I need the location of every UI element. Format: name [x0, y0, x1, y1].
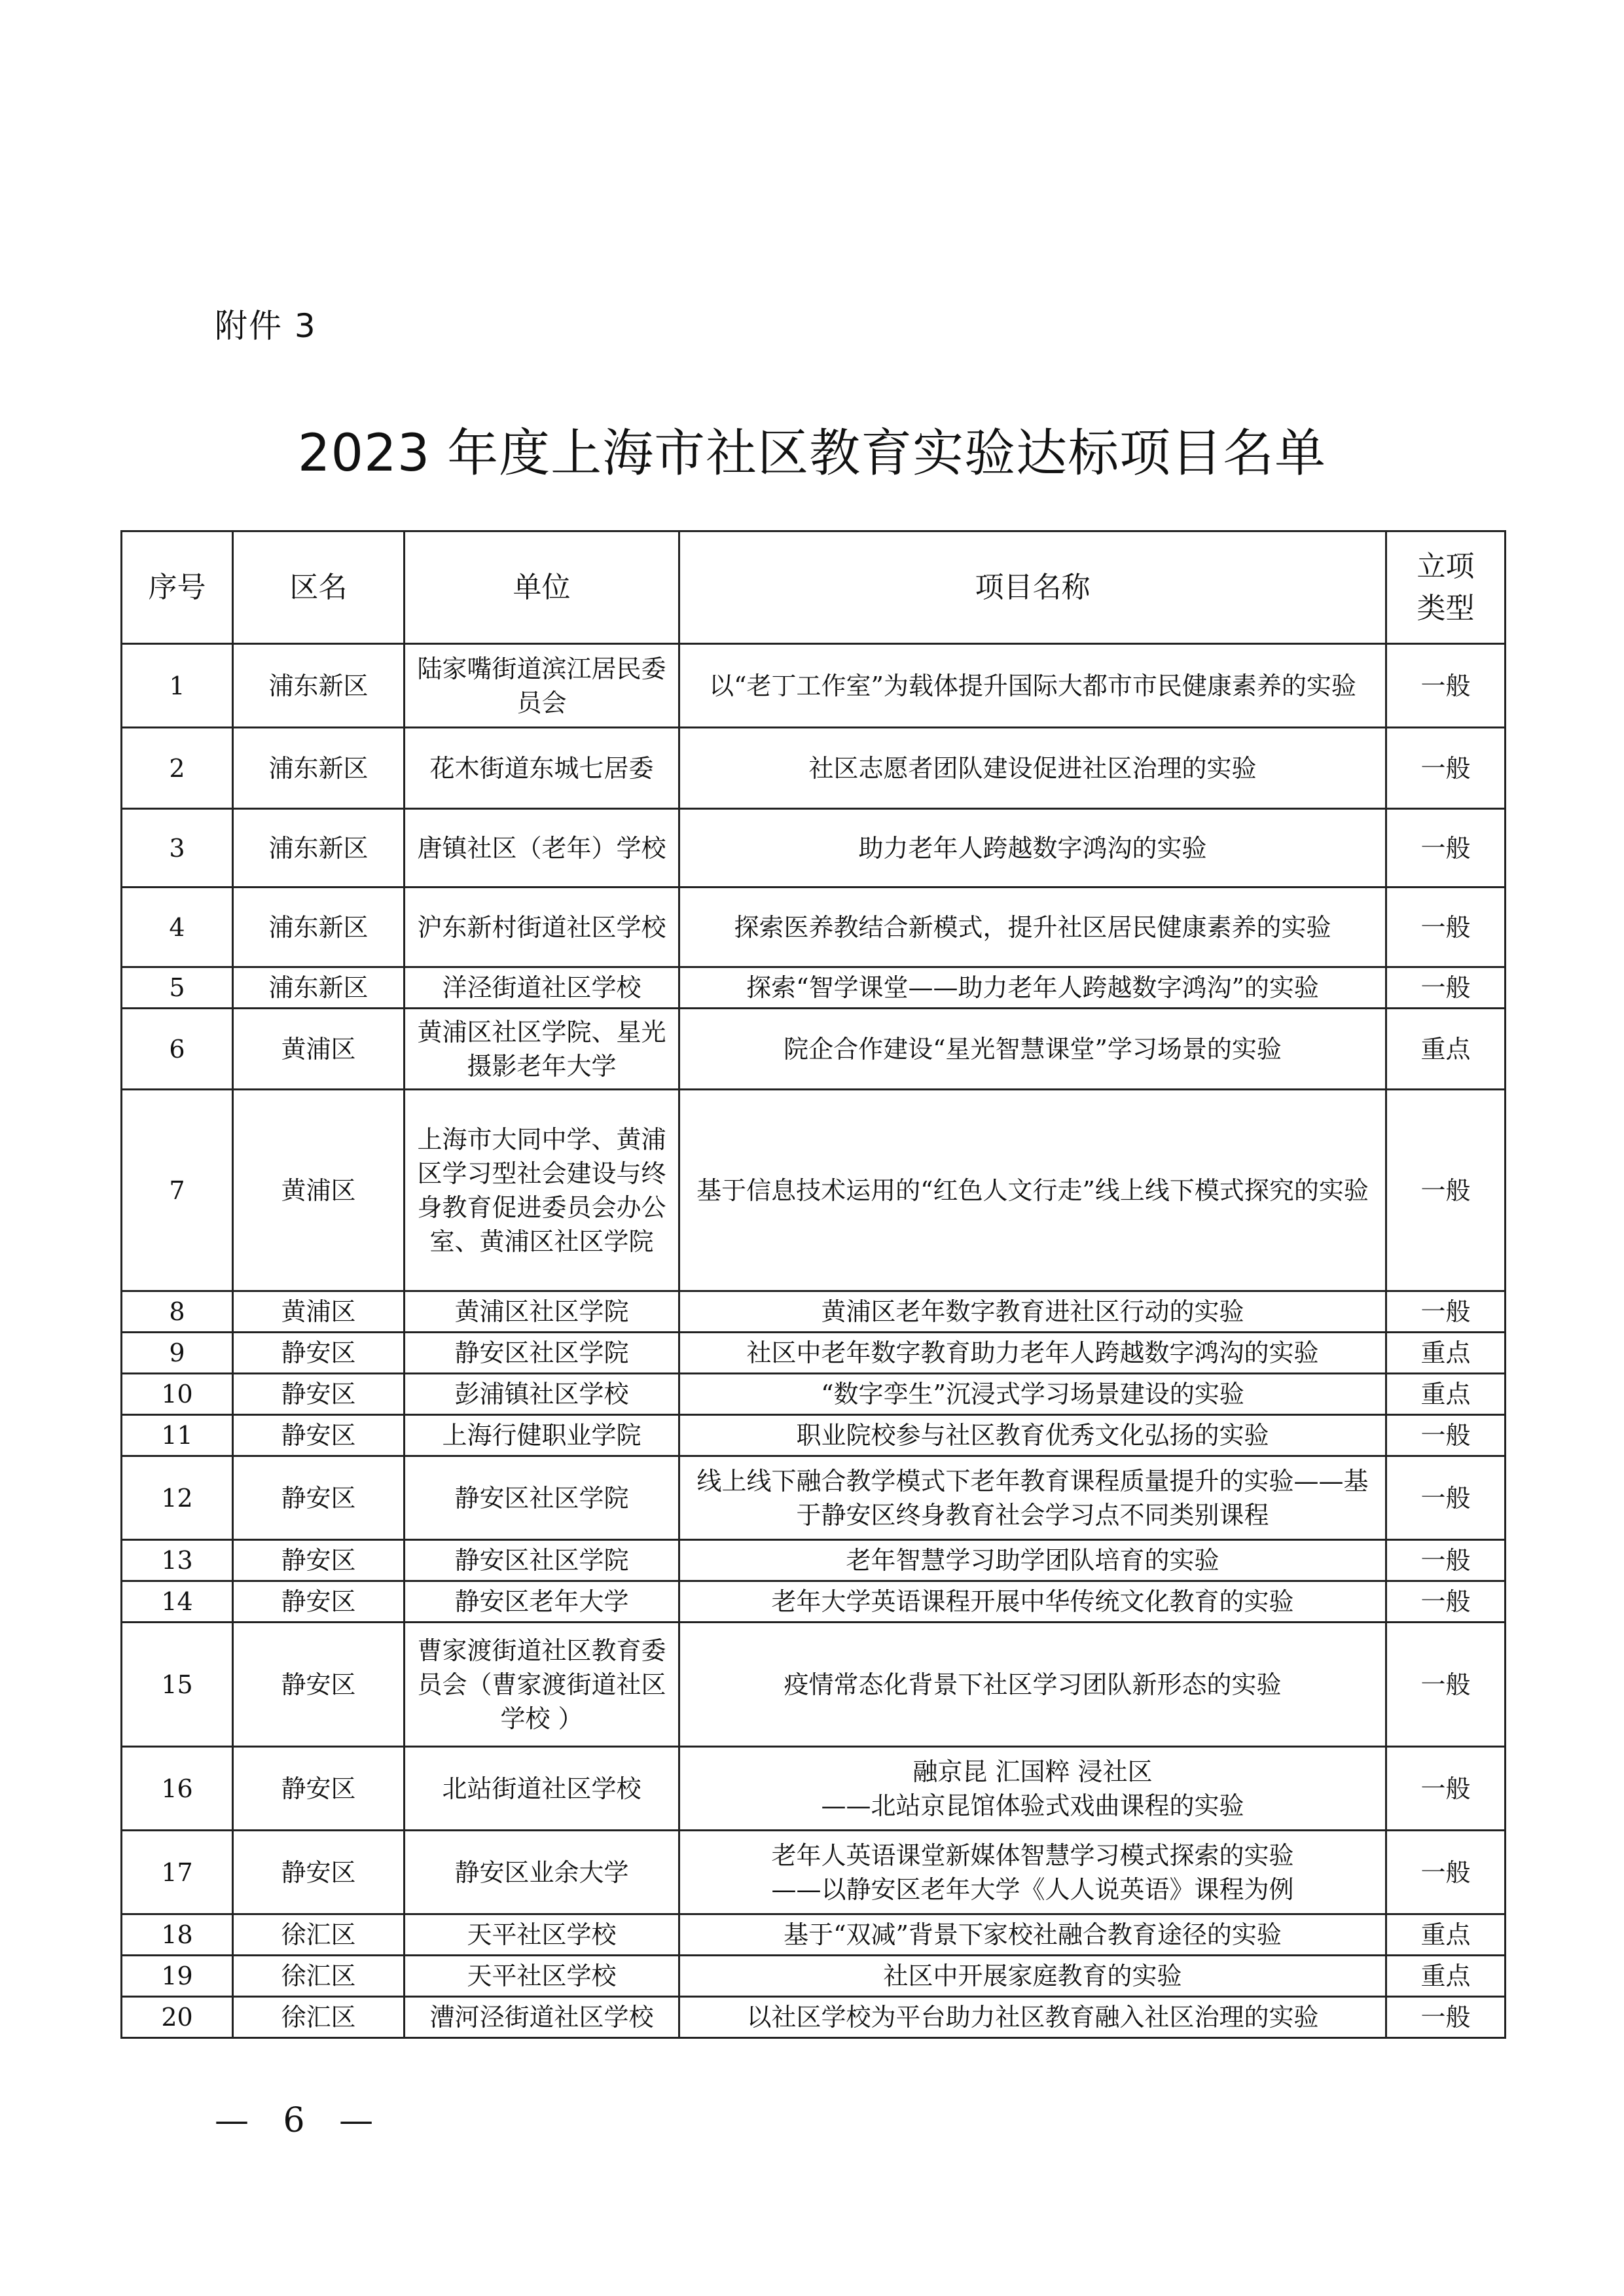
cell-district: 静安区	[233, 1333, 405, 1374]
cell-district: 徐汇区	[233, 1914, 405, 1956]
cell-project: 社区中开展家庭教育的实验	[679, 1956, 1386, 1997]
cell-unit: 上海市大同中学、黄浦区学习型社会建设与终身教育促进委员会办公室、黄浦区社区学院	[405, 1090, 679, 1291]
cell-unit: 漕河泾街道社区学校	[405, 1997, 679, 2038]
cell-index: 18	[122, 1914, 233, 1956]
cell-district: 浦东新区	[233, 967, 405, 1009]
cell-project: “数字孪生”沉浸式学习场景建设的实验	[679, 1374, 1386, 1415]
table-body	[122, 644, 1506, 2038]
cell-type: 一般	[1386, 1415, 1506, 1456]
cell-project: 探索医养教结合新模式，提升社区居民健康素养的实验	[679, 888, 1386, 967]
cell-unit: 洋泾街道社区学校	[405, 967, 679, 1009]
cell-district: 静安区	[233, 1415, 405, 1456]
table-row	[122, 809, 1506, 888]
project-line: ——以静安区老年大学《人人说英语》课程为例	[771, 1874, 1294, 1904]
cell-unit: 静安区社区学院	[405, 1333, 679, 1374]
table-row	[122, 1291, 1506, 1333]
cell-district: 黄浦区	[233, 1291, 405, 1333]
cell-type: 一般	[1386, 1747, 1506, 1831]
cell-unit: 黄浦区社区学院	[405, 1291, 679, 1333]
cell-unit: 彭浦镇社区学校	[405, 1374, 679, 1415]
cell-index: 14	[122, 1581, 233, 1623]
cell-index: 19	[122, 1956, 233, 1997]
table-row	[122, 1456, 1506, 1540]
cell-project: 社区志愿者团队建设促进社区治理的实验	[679, 728, 1386, 809]
cell-project: 基于信息技术运用的“红色人文行走”线上线下模式探究的实验	[679, 1090, 1386, 1291]
cell-index: 15	[122, 1623, 233, 1747]
cell-unit: 静安区业余大学	[405, 1831, 679, 1914]
cell-index: 2	[122, 728, 233, 809]
cell-index: 11	[122, 1415, 233, 1456]
cell-index: 5	[122, 967, 233, 1009]
table-row	[122, 1333, 1506, 1374]
table-row	[122, 728, 1506, 809]
table-row	[122, 1747, 1506, 1831]
cell-project: 助力老年人跨越数字鸿沟的实验	[679, 809, 1386, 888]
cell-type: 重点	[1386, 1374, 1506, 1415]
header-project: 项目名称	[679, 531, 1386, 644]
cell-type: 一般	[1386, 1623, 1506, 1747]
cell-type: 一般	[1386, 728, 1506, 809]
table-row	[122, 1415, 1506, 1456]
table-header-row	[122, 531, 1506, 644]
cell-type: 一般	[1386, 888, 1506, 967]
cell-district: 浦东新区	[233, 644, 405, 728]
cell-project: 探索“智学课堂——助力老年人跨越数字鸿沟”的实验	[679, 967, 1386, 1009]
cell-project: 社区中老年数字教育助力老年人跨越数字鸿沟的实验	[679, 1333, 1386, 1374]
cell-unit: 北站街道社区学校	[405, 1747, 679, 1831]
cell-index: 9	[122, 1333, 233, 1374]
cell-unit: 花木街道东城七居委	[405, 728, 679, 809]
cell-district: 静安区	[233, 1540, 405, 1581]
cell-type: 一般	[1386, 1540, 1506, 1581]
page-number: — 6 —	[215, 2101, 386, 2140]
cell-type: 一般	[1386, 809, 1506, 888]
cell-index: 16	[122, 1747, 233, 1831]
cell-project: 以“老丁工作室”为载体提升国际大都市市民健康素养的实验	[679, 644, 1386, 728]
header-index: 序号	[122, 531, 233, 644]
cell-index: 17	[122, 1831, 233, 1914]
table-row	[122, 888, 1506, 967]
cell-index: 13	[122, 1540, 233, 1581]
cell-project	[679, 1831, 1386, 1914]
cell-district: 黄浦区	[233, 1090, 405, 1291]
cell-unit: 天平社区学校	[405, 1914, 679, 1956]
cell-index: 3	[122, 809, 233, 888]
table-row	[122, 1581, 1506, 1623]
cell-index: 4	[122, 888, 233, 967]
cell-index: 8	[122, 1291, 233, 1333]
project-list-table	[120, 530, 1506, 2039]
header-district: 区名	[233, 531, 405, 644]
cell-district: 静安区	[233, 1456, 405, 1540]
cell-district: 浦东新区	[233, 888, 405, 967]
cell-type: 一般	[1386, 1581, 1506, 1623]
cell-index: 20	[122, 1997, 233, 2038]
table-row	[122, 1374, 1506, 1415]
cell-type: 一般	[1386, 1291, 1506, 1333]
table-row	[122, 1623, 1506, 1747]
cell-project: 线上线下融合教学模式下老年教育课程质量提升的实验——基于静安区终身教育社会学习点不同类别课程	[679, 1456, 1386, 1540]
project-line: 老年人英语课堂新媒体智慧学习模式探索的实验	[771, 1840, 1294, 1870]
table-row	[122, 1831, 1506, 1914]
table-row	[122, 1009, 1506, 1090]
cell-district: 静安区	[233, 1747, 405, 1831]
cell-type: 一般	[1386, 1831, 1506, 1914]
cell-district: 静安区	[233, 1831, 405, 1914]
cell-index: 6	[122, 1009, 233, 1090]
cell-project	[679, 1747, 1386, 1831]
cell-unit: 静安区社区学院	[405, 1456, 679, 1540]
cell-project: 基于“双减”背景下家校社融合教育途径的实验	[679, 1914, 1386, 1956]
cell-unit: 静安区社区学院	[405, 1540, 679, 1581]
cell-unit: 上海行健职业学院	[405, 1415, 679, 1456]
cell-index: 10	[122, 1374, 233, 1415]
document-title: 2023 年度上海市社区教育实验达标项目名单	[297, 424, 1327, 483]
header-unit: 单位	[405, 531, 679, 644]
cell-index: 7	[122, 1090, 233, 1291]
cell-unit: 黄浦区社区学院、星光摄影老年大学	[405, 1009, 679, 1090]
cell-unit: 曹家渡街道社区教育委员会（曹家渡街道社区学校 ）	[405, 1623, 679, 1747]
cell-district: 徐汇区	[233, 1956, 405, 1997]
cell-type: 一般	[1386, 1090, 1506, 1291]
cell-district: 静安区	[233, 1623, 405, 1747]
cell-type: 一般	[1386, 1997, 1506, 2038]
cell-index: 12	[122, 1456, 233, 1540]
cell-project: 老年大学英语课程开展中华传统文化教育的实验	[679, 1581, 1386, 1623]
cell-index: 1	[122, 644, 233, 728]
cell-unit: 静安区老年大学	[405, 1581, 679, 1623]
cell-project: 老年智慧学习助学团队培育的实验	[679, 1540, 1386, 1581]
table-row	[122, 1956, 1506, 1997]
cell-district: 静安区	[233, 1581, 405, 1623]
attachment-label: 附件 3	[215, 307, 317, 345]
cell-district: 浦东新区	[233, 809, 405, 888]
cell-project: 职业院校参与社区教育优秀文化弘扬的实验	[679, 1415, 1386, 1456]
cell-type: 重点	[1386, 1956, 1506, 1997]
cell-type: 一般	[1386, 967, 1506, 1009]
table-row	[122, 1540, 1506, 1581]
project-line: ——北站京昆馆体验式戏曲课程的实验	[821, 1791, 1244, 1820]
cell-project: 黄浦区老年数字教育进社区行动的实验	[679, 1291, 1386, 1333]
table-row	[122, 1997, 1506, 2038]
cell-unit: 天平社区学校	[405, 1956, 679, 1997]
cell-district: 徐汇区	[233, 1997, 405, 2038]
cell-unit: 唐镇社区（老年）学校	[405, 809, 679, 888]
cell-type: 重点	[1386, 1009, 1506, 1090]
cell-type: 一般	[1386, 1456, 1506, 1540]
cell-type: 重点	[1386, 1914, 1506, 1956]
table-row	[122, 1090, 1506, 1291]
cell-project: 疫情常态化背景下社区学习团队新形态的实验	[679, 1623, 1386, 1747]
cell-district: 静安区	[233, 1374, 405, 1415]
table-row	[122, 1914, 1506, 1956]
cell-unit: 陆家嘴街道滨江居民委员会	[405, 644, 679, 728]
cell-district: 黄浦区	[233, 1009, 405, 1090]
project-line: 融京昆 汇国粹 浸社区	[912, 1757, 1153, 1786]
cell-district: 浦东新区	[233, 728, 405, 809]
cell-project: 院企合作建设“星光智慧课堂”学习场景的实验	[679, 1009, 1386, 1090]
cell-type: 重点	[1386, 1333, 1506, 1374]
cell-project: 以社区学校为平台助力社区教育融入社区治理的实验	[679, 1997, 1386, 2038]
header-type: 立项类型	[1386, 531, 1506, 644]
cell-type: 一般	[1386, 644, 1506, 728]
table-row	[122, 967, 1506, 1009]
table-row	[122, 644, 1506, 728]
cell-unit: 沪东新村街道社区学校	[405, 888, 679, 967]
